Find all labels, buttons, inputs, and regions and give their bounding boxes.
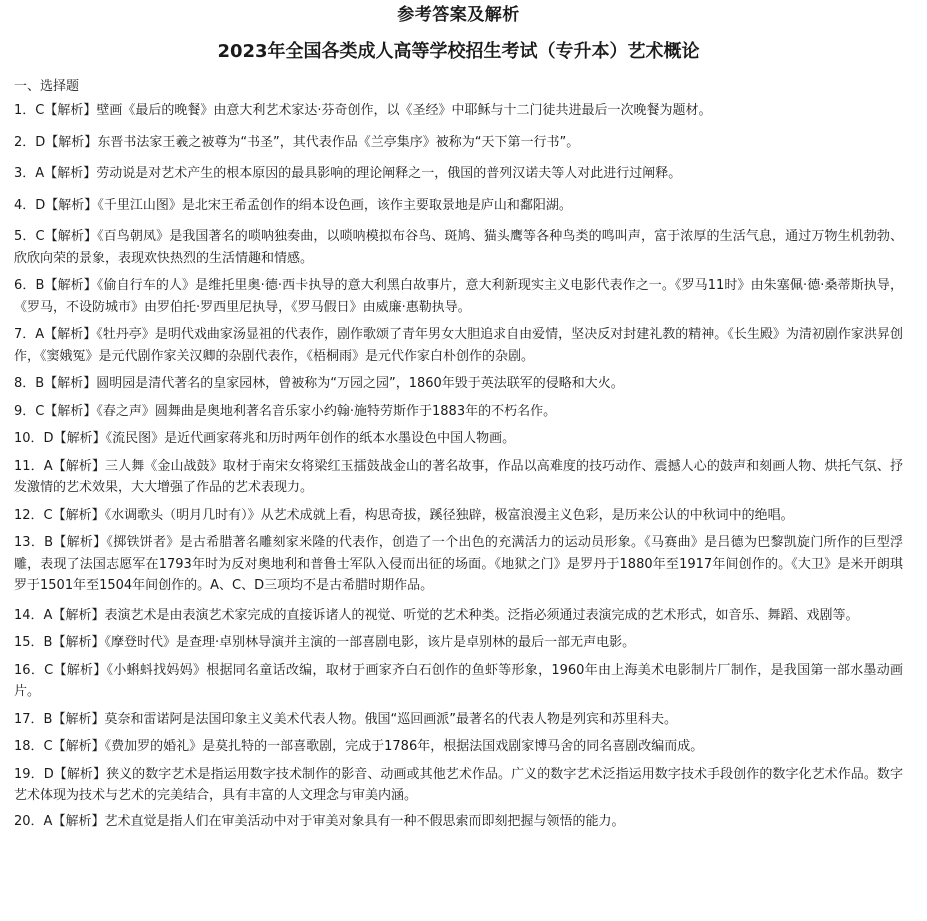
answer-item-4: 4．D【解析】《千里江山图》是北宋王希孟创作的绢本设色画，该作主要取景地是庐山和鄱阳湖。 bbox=[14, 197, 572, 213]
section-heading: 一、选择题 bbox=[14, 79, 80, 94]
answer-item-5: 5．C【解析】《百鸟朝凤》是我国著名的唢呐独奏曲，以唢呐模拟布谷鸟、斑鸠、猫头鹰等各种鸟类的鸣叫声，富于浓厚的生活气息，通过万物生机勃勃、欣欣向荣的景象，表现欢快热烈的生活情趣和情感。 bbox=[14, 229, 903, 266]
answer-item-7: 7．A【解析】《牡丹亭》是明代戏曲家汤显祖的代表作，剧作歌颂了青年男女大胆追求自由爱情，坚决反对封建礼教的精神。《长生殿》为清初剧作家洪昇创作，《窦娥冤》是元代剧作家关汉卿的杂剧代表作，《梧桐雨》是元代作家白朴创作的杂剧。 bbox=[14, 327, 903, 364]
answer-item-16: 16．C【解析】《小蝌蚪找妈妈》根据同名童话改编，取材于画家齐白石创作的鱼虾等形象，1960年由上海美术电影制片厂制作，是我国第一部水墨动画片。 bbox=[14, 662, 903, 699]
answer-item-2: 2．D【解析】东晋书法家王羲之被尊为“书圣”，其代表作品《兰亭集序》被称为“天下第一行书”。 bbox=[14, 134, 580, 150]
answer-item-19: 19．D【解析】狭义的数字艺术是指运用数字技术制作的影音、动画或其他艺术作品。广义的数字艺术泛指运用数字技术手段创作的数字化艺术作品。数字艺术体现为技术与艺术的完美结合，具有丰富的人文理念与审美内涵。 bbox=[14, 766, 903, 803]
answer-item-14: 14．A【解析】表演艺术是由表演艺术家完成的直接诉诸人的视觉、听觉的艺术种类。泛指必须通过表演完成的艺术形式，如音乐、舞蹈、戏剧等。 bbox=[14, 607, 859, 623]
answer-item-10: 10．D【解析】《流民图》是近代画家蒋兆和历时两年创作的纸本水墨设色中国人物画。 bbox=[14, 431, 516, 446]
answer-item-15: 15．B【解析】《摩登时代》是查理·卓别林导演并主演的一部喜剧电影，该片是卓别林的最后一部无声电影。 bbox=[14, 635, 636, 650]
answer-item-12: 12．C【解析】《水调歌头（明月几时有）》从艺术成就上看，构思奇拔，蹊径独辟，极富浪漫主义色彩，是历来公认的中秋词中的绝唱。 bbox=[14, 507, 794, 523]
answer-item-20: 20．A【解析】艺术直觉是指人们在审美活动中对于审美对象具有一种不假思索而即刻把握与领悟的能力。 bbox=[14, 813, 625, 829]
answer-item-11: 11．A【解析】三人舞《金山战鼓》取材于南宋女将梁红玉擂鼓战金山的著名故事，作品以高难度的技巧动作、震撼人心的鼓声和刻画人物、烘托气氛、抒发激情的艺术效果，大大增强了作品的艺术表现力。 bbox=[14, 458, 903, 495]
doc-subtitle: 2023年全国各类成人高等学校招生考试（专升本）艺术概论 bbox=[217, 41, 700, 62]
answer-item-1: 1．C【解析】壁画《最后的晚餐》由意大利艺术家达·芬奇创作，以《圣经》中耶稣与十二门徒共进最后一次晚餐为题材。 bbox=[14, 103, 712, 118]
answer-item-8: 8．B【解析】圆明园是清代著名的皇家园林，曾被称为“万园之园”，1860年毁于英法联军的侵略和大火。 bbox=[14, 376, 624, 391]
answer-item-6: 6．B【解析】《偷自行车的人》是维托里奥·德·西卡执导的意大利黑白故事片，意大利新现实主义电影代表作之一。《罗马11时》由朱塞佩·德·桑蒂斯执导，《罗马，不设防城市》由罗伯托·罗西里尼执导，《罗马假日》由威廉·惠勒执导。 bbox=[14, 278, 903, 315]
answer-list bbox=[14, 100, 903, 832]
answer-item-9: 9．C【解析】《春之声》圆舞曲是奥地利著名音乐家小约翰·施特劳斯作于1883年的不朽名作。 bbox=[14, 403, 557, 419]
answer-item-17: 17．B【解析】莫奈和雷诺阿是法国印象主义美术代表人物。俄国“巡回画派”最著名的代表人物是列宾和苏里科夫。 bbox=[14, 711, 677, 727]
answer-item-13: 13．B【解析】《掷铁饼者》是古希腊著名雕刻家米隆的代表作，创造了一个出色的充满活力的运动员形象。《马赛曲》是吕德为巴黎凯旋门所作的巨型浮雕，表现了法国志愿军在1793年时为反对奥地利和普鲁士军队入侵而出征的场面。《地狱之门》是罗丹于1880年至1917年间创作的。《大卫》是米开朗琪罗于1501年至1504年间创作的。A、C、D三项均不是古希腊时期作品。 bbox=[14, 535, 903, 593]
answer-item-18: 18．C【解析】《费加罗的婚礼》是莫扎特的一部喜歌剧，完成于1786年，根据法国戏剧家博马舍的同名喜剧改编而成。 bbox=[14, 739, 704, 754]
doc-title: 参考答案及解析 bbox=[397, 5, 520, 25]
answer-item-3: 3．A【解析】劳动说是对艺术产生的根本原因的最具影响的理论阐释之一，俄国的普列汉诺夫等人对此进行过阐释。 bbox=[14, 166, 682, 181]
